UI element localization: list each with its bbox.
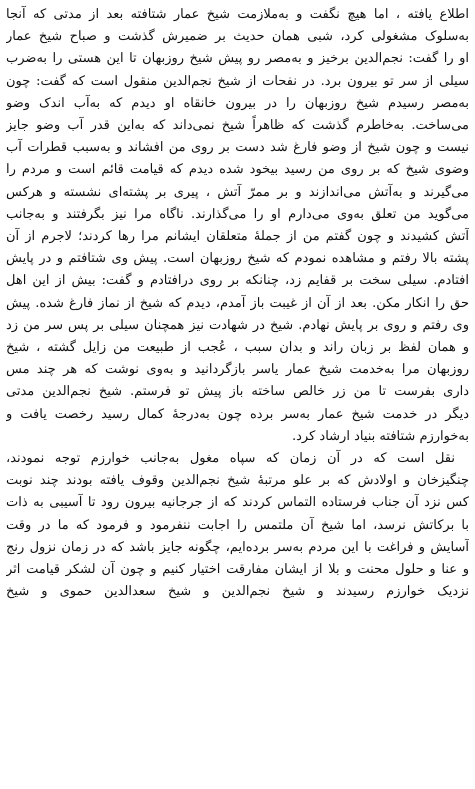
text-line: وی رفتم و روی بر پایش نهادم. شیخ در شهادت نیز همچنان سیلی بر پس سر من زد bbox=[6, 317, 469, 333]
text-line: وضوی شیخ که بر روی من رسید بیخود شده دیدم که قیامت قائم است و مردم را bbox=[6, 162, 469, 178]
text-line: او را گفت: نجم‌الدین برخیز و به‌مصر رو پیش شیخ روزبهان تا این هستی را به‌ضرب bbox=[6, 51, 469, 67]
text-line: چنگیزخان و اولادش که بر علو مرتبهٔ شیخ نجم‌الدین وقوف یافته بودند چند نوبت bbox=[6, 473, 469, 489]
text-line: روزبهان مرا به‌خدمت شیخ عمار یاسر بازگردانید و به‌وی نوشت که هر چند مس bbox=[6, 362, 469, 378]
text-line: با برکاتش نرسد، اما شیخ آن ملتمس را اجابت ننفرمود و فرمود که ما در وقت bbox=[6, 517, 469, 533]
text-line: نزدیک خوارزم رسیدند و شیخ نجم‌الدین و شیخ سعدالدین حموی و شیخ bbox=[6, 584, 469, 600]
text-line: کس نزد آن جناب فرستاده التماس کردند که از جرجانیه بیرون رود تا آسیبی به ذات bbox=[6, 495, 469, 511]
paragraph-1 bbox=[6, 4, 469, 448]
document-page bbox=[6, 4, 469, 789]
text-line: و عنا و حلول محنت و بلا از ایشان مفارقت اختیار کنیم و چون آن لشکر قیامت اثر bbox=[6, 562, 469, 578]
text-line: آتش کشیدند و چون گفتم من از جملهٔ متعلقان ایشانم مرا رها کردند؛ لاجرم از آن bbox=[6, 229, 469, 245]
text-line: دیگر در خدمت شیخ عمار به‌سر برده چون به‌درجهٔ کمال رسید رخصت یافت و bbox=[6, 406, 469, 422]
paragraph-2 bbox=[6, 448, 469, 603]
text-line: می‌گیرند و به‌آتش می‌اندازند و بر ممرّ آتش ، پیری بر پشته‌ای نشسته و هرکس bbox=[6, 184, 469, 200]
text-line: می‌گوید من تعلق به‌وی می‌دارم او را می‌گذارند. ناگاه مرا نیز بگرفتند و به‌جانب bbox=[6, 206, 469, 222]
text-line: اطلاع یافته ، اما هیچ نگفت و به‌ملازمت شیخ عمار شتافته بعد از مدتی که آنجا bbox=[6, 7, 469, 22]
text-line: پشته بالا رفتم و مشاهده نمودم که شیخ روزبهان است. پیش وی شتافتم و در پایش bbox=[6, 251, 469, 267]
text-line: به‌مصر رسیدم شیخ روزبهان را در بیرون خانقاه او دیدم که به‌آب اندک وضو bbox=[6, 95, 469, 111]
text-line: می‌ساخت. به‌خاطرم گذشت که ظاهراً شیخ نمی‌داند که به‌این قدر آب وضو جایز bbox=[6, 118, 469, 134]
text-line: داری بفرست تا من زر خالص ساخته باز پیش تو فرستم. شیخ نجم‌الدین مدتی bbox=[6, 384, 469, 400]
text-line: به‌سلوک مشغولی کرد، شبی همان حدیث بر ضمیرش گذشت و صباح شیخ عمار bbox=[6, 29, 469, 45]
text-line: نقل است که در آن زمان که سپاه مغول به‌جانب خوارزم توجه نمودند، bbox=[6, 451, 455, 467]
text-line: به‌خوارزم شتافته بنیاد ارشاد کرد. bbox=[292, 428, 469, 444]
text-line: و همان لفظ بر زبان راند و بدان سبب ، عُجب از طبیعت من زایل گشته ، شیخ bbox=[6, 340, 469, 356]
text-line: سیلی از سر تو بیرون برد. در نفحات از شیخ نجم‌الدین منقول است که گفت: چون bbox=[6, 73, 469, 89]
text-line: حق را انکار مکن. بعد از آن از غیبت باز آمدم، دیدم که شیخ از نماز فارغ شده. پیش bbox=[6, 295, 469, 311]
text-line: آسایش و فراغت با این مردم به‌سر برده‌ایم، چگونه جایز باشد که در زمان نزول رنج bbox=[6, 539, 469, 555]
text-line: افتادم. سیلی سخت بر قفایم زد، چنانکه بر روی درافتادم و گفت: بیش از این اهل bbox=[6, 273, 469, 289]
text-line: نیست و چون شیخ از وضو فارغ شد دست بر روی من افشاند و به‌سبب قطرات آب bbox=[6, 140, 469, 156]
